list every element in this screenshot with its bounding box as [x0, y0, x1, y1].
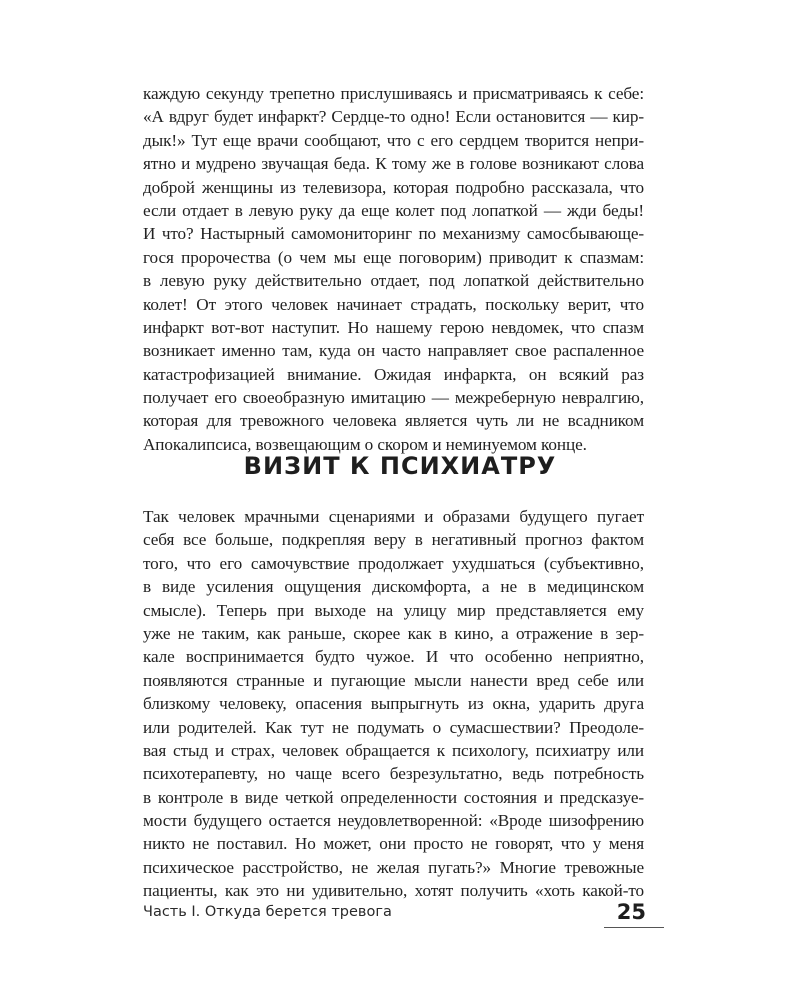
text-line: пациенты, как это ни удивительно, хотят получить «хоть какой-то: [143, 881, 644, 901]
text-line: ятно и мудрено звучащая беда. К тому же в голове возникают слова: [143, 154, 644, 174]
text-line: смысле). Теперь при выходе на улицу мир представляется ему: [143, 600, 644, 620]
text-line: получает его своеобразную имитацию — межреберную невралгию,: [143, 388, 644, 408]
text-line: вая стыд и страх, человек обращается к психологу, психиатру или: [143, 740, 644, 760]
text-line: мости будущего остается неудовлетворенной: «Вроде шизофрению: [143, 811, 644, 831]
text-line: колет! От этого человек начинает страдать, поскольку верит, что: [143, 294, 644, 314]
running-footer-title: Часть I. Откуда берется тревога: [143, 904, 392, 920]
text-line: Апокалипсиса, возвещающим о скором и неминуемом конце.: [143, 434, 587, 454]
text-line: близкому человеку, опасения выпрыгнуть из окна, ударить друга: [143, 694, 644, 714]
text-line: того, что его самочувствие продолжает ухудшаться (субъективно,: [143, 553, 644, 573]
paragraph-psychiatrist-visit: [143, 505, 644, 903]
text-line: психическое расстройство, не желая пугать?» Многие тревожные: [143, 857, 644, 877]
text-line: гося пророчества (о чем мы еще поговорим) приводит к спазмам:: [143, 247, 644, 267]
text-line: Так человек мрачными сценариями и образами будущего пугает: [143, 507, 644, 526]
text-line: в контроле в виде четкой определенности состояния и предсказуе-: [143, 787, 644, 807]
text-line: каждую секунду трепетно прислушиваясь и присматриваясь к себе:: [143, 84, 644, 103]
page-number: 25: [616, 900, 646, 924]
text-line: возникает именно там, куда он часто направляет свое распаленное: [143, 341, 644, 361]
paragraph-anxiety-cycle: [143, 82, 644, 456]
text-line: которая для тревожного человека является чуть ли не всадником: [143, 411, 644, 431]
text-line: уже не таким, как раньше, скорее как в кино, а отражение в зер-: [143, 623, 644, 643]
text-line: если отдает в левую руку да еще колет под лопаткой — жди беды!: [143, 200, 644, 220]
text-line: появляются странные и пугающие мысли нанести вред себе или: [143, 670, 644, 690]
text-line: инфаркт вот-вот наступит. Но нашему герою невдомек, что спазм: [143, 317, 644, 337]
text-line: в виде усиления ощущения дискомфорта, а не в медицинском: [143, 577, 644, 597]
text-line: в левую руку действительно отдает, под лопаткой действительно: [143, 271, 644, 291]
page-footer: [143, 900, 644, 930]
text-line: «А вдруг будет инфаркт? Сердце-то одно! Если остановится — кир-: [143, 107, 644, 127]
text-line: или родителей. Как тут не подумать о сумасшествии? Преодоле-: [143, 717, 644, 737]
text-line: И что? Настырный самомониторинг по механизму самосбывающе-: [143, 224, 644, 244]
text-line: доброй женщины из телевизора, которая подробно рассказала, что: [143, 177, 644, 197]
text-line: катастрофизацией внимание. Ожидая инфаркта, он всякий раз: [143, 364, 644, 384]
text-line: кале воспринимается будто чужое. И что особенно неприятно,: [143, 647, 644, 667]
text-line: психотерапевту, но чаще всего безрезультатно, ведь потребность: [143, 764, 644, 784]
text-line: себя все больше, подкрепляя веру в негативный прогноз фактом: [143, 530, 644, 550]
section-heading: ВИЗИТ К ПСИХИАТРУ: [243, 452, 557, 480]
footer-divider: [604, 927, 664, 928]
text-line: дык!» Тут еще врачи сообщают, что с его сердцем творится непри-: [143, 130, 644, 150]
text-line: никто не поставил. Но может, они просто не говорят, что у меня: [143, 834, 644, 854]
